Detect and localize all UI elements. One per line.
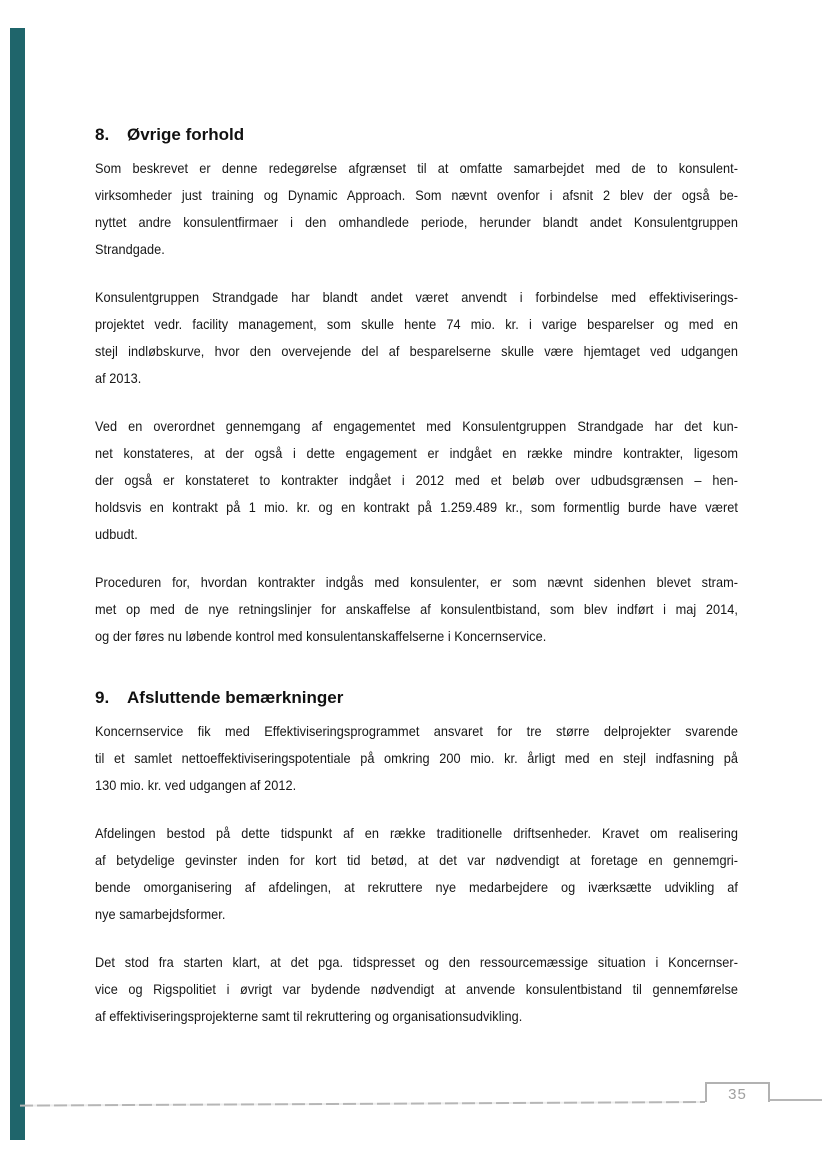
text-line: virksomheder just training og Dynamic Approach. Som nævnt ovenfor i afsnit 2 blev der også be- bbox=[95, 187, 739, 203]
section-8-title: Øvrige forhold bbox=[127, 125, 245, 144]
text-line: nye samarbejdsformer. bbox=[95, 906, 226, 922]
section-9-title: Afsluttende bemærkninger bbox=[127, 688, 344, 707]
page-number: 35 bbox=[728, 1085, 747, 1103]
text-line: Strandgade. bbox=[95, 241, 165, 257]
paragraph bbox=[95, 413, 738, 548]
text-line: 130 mio. kr. ved udgangen af 2012. bbox=[95, 777, 297, 793]
text-line: og der føres nu løbende kontrol med konsulentanskaffelserne i Koncernservice. bbox=[95, 628, 547, 644]
text-line: af effektiviseringsprojekterne samt til rekruttering og organisationsudvikling. bbox=[95, 1008, 523, 1024]
text-line: udbudt. bbox=[95, 526, 138, 542]
paragraph bbox=[95, 820, 738, 928]
text-line: met op med de nye retningslinjer for anskaffelse af konsulentbistand, som blev indført i maj 2014, bbox=[95, 601, 739, 617]
footer-divider-left bbox=[20, 1101, 705, 1107]
page-content bbox=[95, 124, 738, 1030]
text-line: projektet vedr. facility management, som skulle hente 74 mio. kr. i varige besparelser og med en bbox=[95, 316, 739, 332]
text-line: Proceduren for, hvordan kontrakter indgås med konsulenter, er som nævnt sidenhen blevet stram- bbox=[95, 574, 739, 590]
text-line: Koncernservice fik med Effektiviseringsprogrammet ansvaret for tre større delprojekter svarende bbox=[95, 723, 739, 739]
paragraph bbox=[95, 718, 738, 799]
left-accent-bar bbox=[10, 28, 25, 1140]
section-9-number: 9. bbox=[95, 688, 110, 707]
text-line: holdsvis en kontrakt på 1 mio. kr. og en kontrakt på 1.259.489 kr., som formentlig burde have været bbox=[95, 499, 739, 515]
text-line: nyttet andre konsulentfirmaer i den omhandlede periode, herunder blandt andet Konsulentgruppen bbox=[95, 214, 739, 230]
section-9 bbox=[95, 687, 738, 1030]
footer-divider-right bbox=[770, 1099, 822, 1101]
text-line: af 2013. bbox=[95, 370, 142, 386]
paragraph bbox=[95, 284, 738, 392]
section-8-number: 8. bbox=[95, 125, 110, 144]
text-line: vice og Rigspolitiet i øvrigt var bydende nødvendigt at anvende konsulentbistand til gennemførelse bbox=[95, 981, 739, 997]
text-line: Konsulentgruppen Strandgade har blandt andet været anvendt i forbindelse med effektiviserings- bbox=[95, 289, 739, 305]
text-line: Det stod fra starten klart, at det pga. tidspresset og den ressourcemæssige situation i Koncernser- bbox=[95, 954, 739, 970]
text-line: net konstateres, at der også i dette engagement er indgået en række mindre kontrakter, ligesom bbox=[95, 445, 739, 461]
paragraph bbox=[95, 949, 738, 1030]
paragraph bbox=[95, 569, 738, 650]
text-line: bende omorganisering af afdelingen, at rekruttere nye medarbejdere og iværksætte udvikling af bbox=[95, 879, 739, 895]
section-9-heading bbox=[95, 687, 738, 709]
paragraph bbox=[95, 155, 738, 263]
page-number-box bbox=[705, 1082, 770, 1102]
text-line: Ved en overordnet gennemgang af engagementet med Konsulentgruppen Strandgade har det kun- bbox=[95, 418, 739, 434]
section-8 bbox=[95, 124, 738, 650]
text-line: der også er konstateret to kontrakter indgået i 2012 med et beløb over udbudsgrænsen – hen- bbox=[95, 472, 739, 488]
section-8-heading bbox=[95, 124, 738, 146]
text-line: til et samlet nettoeffektiviseringspotentiale på omkring 200 mio. kr. årligt med en stejl indfasning på bbox=[95, 750, 739, 766]
text-line: Som beskrevet er denne redegørelse afgrænset til at omfatte samarbejdet med de to konsulent- bbox=[95, 160, 739, 176]
text-line: Afdelingen bestod på dette tidspunkt af en række traditionelle driftsenheder. Kravet om realisering bbox=[95, 825, 739, 841]
text-line: af betydelige gevinster inden for kort tid betød, at det var nødvendigt at foretage en gennemgri- bbox=[95, 852, 739, 868]
text-line: stejl indløbskurve, hvor den overvejende del af besparelserne skulle være hjemtaget ved udgangen bbox=[95, 343, 739, 359]
